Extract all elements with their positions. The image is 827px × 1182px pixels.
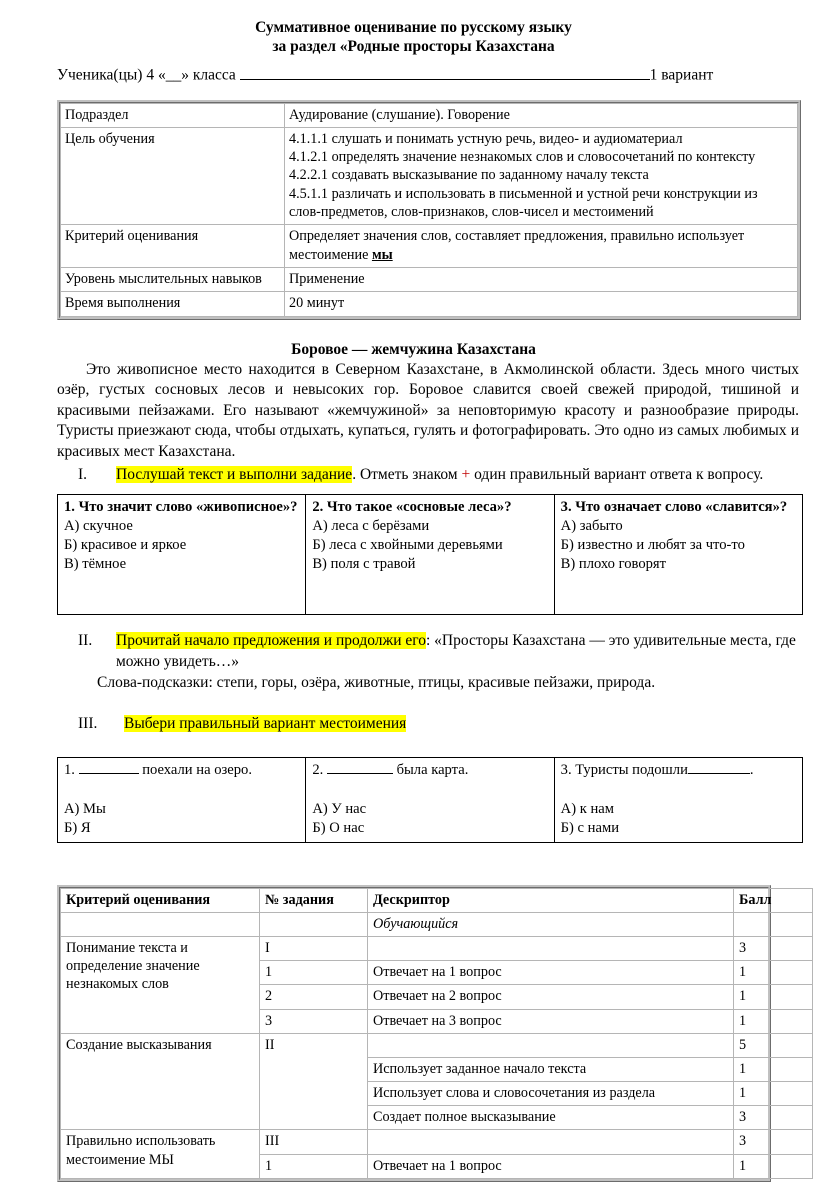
task-2-highlight: Прочитай начало предложения и продолжи его xyxy=(116,632,426,650)
plus-sign-icon: + xyxy=(461,465,471,483)
rubric-points: 1 xyxy=(734,985,813,1009)
task-2-text xyxy=(116,631,799,672)
question-1-option-v[interactable]: В) тёмное xyxy=(64,556,127,573)
task-2-hint: Слова-подсказки: степи, горы, озёра, животные, птицы, красивые пейзажи, природа. xyxy=(97,673,656,691)
document-title-line1: Суммативное оценивание по русскому языку xyxy=(255,19,572,36)
rubric-descriptor: Отвечает на 1 вопрос xyxy=(368,961,734,985)
spec-value-duration: 20 минут xyxy=(285,292,798,316)
rubric-table-frame xyxy=(57,885,771,1182)
table-row xyxy=(58,495,803,615)
spec-value-thinking-level: Применение xyxy=(285,268,798,292)
rubric-descriptor: Использует заданное начало текста xyxy=(368,1057,734,1081)
table-row xyxy=(61,268,798,292)
rubric-header-descriptor: Дескриптор xyxy=(368,888,734,912)
rubric-number: 1 xyxy=(260,1154,368,1178)
task-1-rest-a: . Отметь знаком xyxy=(352,465,462,483)
question-1-option-b[interactable]: Б) красивое и яркое xyxy=(64,537,187,554)
spec-key-criterion: Критерий оценивания xyxy=(61,225,285,268)
spec-key-learning-goal: Цель обучения xyxy=(61,127,285,225)
rubric-points: 1 xyxy=(734,1082,813,1106)
pronoun-question-1-pre: 1. xyxy=(64,761,79,778)
passage-title: Боровое — жемчужина Казахстана xyxy=(291,340,536,358)
rubric-number: 2 xyxy=(260,985,368,1009)
rubric-points: 1 xyxy=(734,961,813,985)
rubric-header-task-number: № задания xyxy=(260,888,368,912)
task-2-rest: : «Просторы Казахстана — это удивительные места, где можно увидеть…» xyxy=(116,632,796,670)
rubric-descriptor xyxy=(368,936,734,960)
rubric-number: 3 xyxy=(260,1009,368,1033)
rubric-points: 3 xyxy=(734,936,813,960)
questions-table xyxy=(57,494,803,615)
specification-table xyxy=(60,103,798,317)
task-2 xyxy=(0,615,827,672)
pronoun-question-2-pre: 2. xyxy=(312,761,327,778)
learning-goal-item: 4.5.1.1 различать и использовать в письменной и устной речи конструкции из xyxy=(289,185,758,202)
criterion-text: Определяет значения слов, составляет предложения, правильно использует местоимение xyxy=(289,228,745,263)
rubric-header-criterion: Критерий оценивания xyxy=(61,888,260,912)
pronoun-cell-1 xyxy=(58,757,306,842)
rubric-criterion-2: Создание высказывания xyxy=(61,1033,260,1130)
question-cell-2 xyxy=(306,495,554,615)
question-3-option-a[interactable]: А) забыто xyxy=(560,518,623,535)
task-1-highlight: Послушай текст и выполни задание xyxy=(116,465,353,483)
pronoun-question-2-post: была карта. xyxy=(392,761,469,778)
criterion-pronoun: мы xyxy=(371,246,393,263)
task-3-text xyxy=(124,714,799,735)
student-label: Ученика(цы) 4 «__» класса xyxy=(57,66,236,84)
rubric-descriptor: Отвечает на 3 вопрос xyxy=(368,1009,734,1033)
pronoun-table xyxy=(57,757,803,843)
task-1-rest-b: один правильный вариант ответа к вопросу. xyxy=(470,465,764,483)
rubric-subheader-descriptor: Обучающийся xyxy=(368,912,734,936)
task-1-numeral: I. xyxy=(78,465,88,483)
rubric-number: III xyxy=(260,1130,368,1154)
rubric-points: 1 xyxy=(734,1009,813,1033)
learning-goal-item: 4.1.1.1 слушать и понимать устную речь, видео- и аудиоматериал xyxy=(289,130,683,147)
question-1-option-a[interactable]: А) скучное xyxy=(64,518,133,535)
rubric-points: 3 xyxy=(734,1130,813,1154)
rubric-criterion-1: Понимание текста и определение значение незнакомых слов xyxy=(61,936,260,1033)
table-row xyxy=(61,936,813,960)
pronoun-question-3-pre: 3. Туристы подошли xyxy=(560,761,688,778)
spacer xyxy=(64,780,300,800)
rubric-header-points: Балл xyxy=(734,888,813,912)
pronoun-blank-3[interactable] xyxy=(688,773,750,774)
task-1 xyxy=(0,463,827,486)
spacer xyxy=(561,780,797,800)
rubric-points: 3 xyxy=(734,1106,813,1130)
table-row xyxy=(61,1033,813,1057)
spec-key-subsection: Подраздел xyxy=(61,103,285,127)
spec-value-learning-goal xyxy=(285,127,798,225)
rubric-number: I xyxy=(260,936,368,960)
learning-goal-item: 4.1.2.1 определять значение незнакомых слов и словосочетаний по контексту xyxy=(289,149,756,166)
rubric-descriptor: Использует слова и словосочетания из раздела xyxy=(368,1082,734,1106)
task-3-numeral: III. xyxy=(78,715,98,733)
spec-key-duration: Время выполнения xyxy=(61,292,285,316)
question-3-text: 3. Что означает слово «славится»? xyxy=(560,499,788,516)
question-2-text: 2. Что такое «сосновые леса»? xyxy=(312,499,512,516)
rubric-points-empty xyxy=(734,912,813,936)
pronoun-3-option-a[interactable]: А) к нам xyxy=(560,800,614,817)
pronoun-question-3-post: . xyxy=(749,761,754,778)
table-row xyxy=(61,292,798,316)
rubric-number: 1 xyxy=(260,961,368,985)
rubric-table xyxy=(60,888,813,1179)
question-2-option-v[interactable]: В) поля с травой xyxy=(312,556,416,573)
spec-value-subsection: Аудирование (слушание). Говорение xyxy=(285,103,798,127)
specification-table-frame xyxy=(57,100,801,320)
document-title xyxy=(0,0,827,57)
pronoun-question-3 xyxy=(561,761,797,780)
rubric-descriptor xyxy=(368,1033,734,1057)
pronoun-2-option-a[interactable]: А) У нас xyxy=(312,800,367,817)
table-row xyxy=(61,912,813,936)
rubric-descriptor: Отвечает на 1 вопрос xyxy=(368,1154,734,1178)
rubric-number: II xyxy=(260,1033,368,1130)
task-1-text xyxy=(116,465,799,486)
table-row xyxy=(61,1130,813,1154)
question-cell-3 xyxy=(554,495,802,615)
rubric-criterion-empty xyxy=(61,912,260,936)
variant-label: 1 вариант xyxy=(649,66,714,84)
pronoun-question-1 xyxy=(64,761,300,780)
rubric-points: 1 xyxy=(734,1057,813,1081)
rubric-points: 5 xyxy=(734,1033,813,1057)
table-row xyxy=(61,103,798,127)
pronoun-1-option-a[interactable]: А) Мы xyxy=(64,800,106,817)
question-3-option-v[interactable]: В) плохо говорят xyxy=(560,556,667,573)
pronoun-cell-2 xyxy=(306,757,554,842)
question-3-option-b[interactable]: Б) известно и любят за что-то xyxy=(560,537,745,554)
rubric-points: 1 xyxy=(734,1154,813,1178)
task-2-numeral: II. xyxy=(78,632,93,650)
spec-value-criterion xyxy=(285,225,798,268)
question-2-option-b[interactable]: Б) леса с хвойными деревьями xyxy=(312,537,503,554)
rubric-number-empty xyxy=(260,912,368,936)
rubric-criterion-3: Правильно использовать местоимение МЫ xyxy=(61,1130,260,1178)
student-info-line xyxy=(0,57,827,85)
learning-goal-list xyxy=(289,130,793,222)
task-3 xyxy=(0,693,827,735)
rubric-descriptor xyxy=(368,1130,734,1154)
pronoun-question-2 xyxy=(312,761,548,780)
pronoun-question-1-post: поехали на озеро. xyxy=(138,761,252,778)
table-row xyxy=(61,888,813,912)
document-title-line2: за раздел «Родные просторы Казахстана xyxy=(272,37,555,55)
question-cell-1 xyxy=(58,495,306,615)
spec-key-thinking-level: Уровень мыслительных навыков xyxy=(61,268,285,292)
pronoun-blank-1[interactable] xyxy=(79,773,139,774)
table-row xyxy=(58,757,803,842)
student-name-blank[interactable] xyxy=(240,66,650,80)
table-row xyxy=(61,127,798,225)
spacer xyxy=(312,780,548,800)
rubric-descriptor: Создает полное высказывание xyxy=(368,1106,734,1130)
table-row xyxy=(61,225,798,268)
pronoun-1-option-b[interactable]: Б) Я xyxy=(64,819,91,836)
pronoun-3-option-b[interactable]: Б) с нами xyxy=(560,819,620,836)
pronoun-2-option-b[interactable]: Б) О нас xyxy=(312,819,365,836)
question-2-option-a[interactable]: А) леса с берёзами xyxy=(312,518,430,535)
pronoun-blank-2[interactable] xyxy=(327,773,393,774)
pronoun-cell-3 xyxy=(554,757,802,842)
task-3-highlight: Выбери правильный вариант местоимения xyxy=(124,715,407,733)
question-1-text: 1. Что значит слово «живописное»? xyxy=(64,499,298,516)
learning-goal-item: 4.2.2.1 создавать высказывание по заданному началу текста xyxy=(289,167,649,184)
rubric-descriptor: Отвечает на 2 вопрос xyxy=(368,985,734,1009)
learning-goal-item: слов-предметов, слов-признаков, слов-чисел и местоимений xyxy=(289,204,654,221)
passage-body: Это живописное место находится в Северном Казахстане, в Акмолинской области. Здесь много чистых озёр, густых сосновых лесов и невысоких гор. Боровое славится своей свежей природой, тишиной и красивыми пейзажами. Его называют «жемчужиной» за неповторимую красоту и разнообразие природы. Туристы приезжают сюда, чтобы отдыхать, купаться, гулять и фотографировать. Это одно из самых любимых и красивых мест Казахстана. xyxy=(57,360,799,461)
